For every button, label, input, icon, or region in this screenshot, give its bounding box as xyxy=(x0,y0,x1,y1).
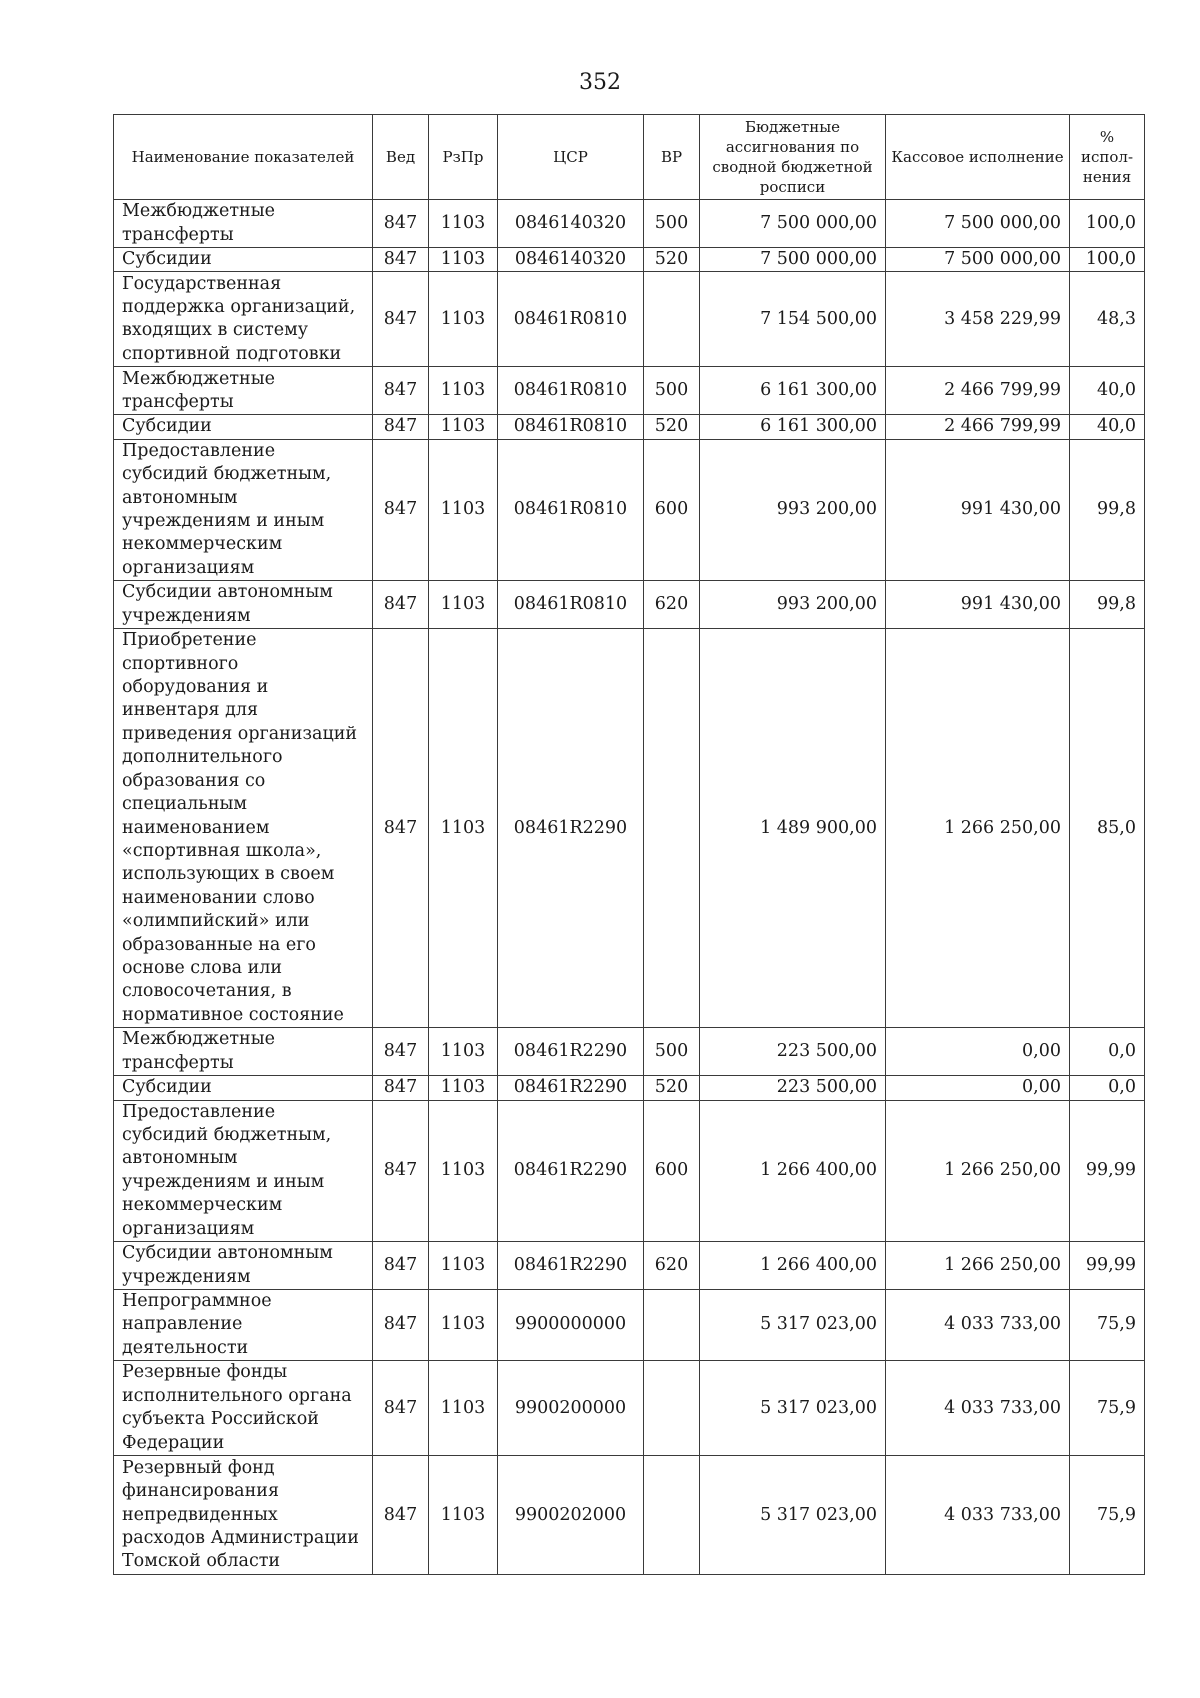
row-rzpr: 1103 xyxy=(429,1076,498,1100)
row-name: Субсидии xyxy=(114,415,373,439)
row-csr: 08461R0810 xyxy=(498,272,644,367)
row-assignments: 6 161 300,00 xyxy=(700,367,886,415)
row-cash-execution: 0,00 xyxy=(886,1028,1070,1076)
row-name: Субсидии xyxy=(114,248,373,272)
row-percent: 75,9 xyxy=(1070,1361,1145,1456)
row-assignments: 5 317 023,00 xyxy=(700,1290,886,1361)
row-vr xyxy=(644,629,700,1028)
row-cash-execution: 2 466 799,99 xyxy=(886,415,1070,439)
row-ved: 847 xyxy=(373,1028,429,1076)
row-ved: 847 xyxy=(373,415,429,439)
row-percent: 99,8 xyxy=(1070,581,1145,629)
row-name: Государственная поддержка организаций, входящих в систему спортивной подготовки xyxy=(114,272,373,367)
row-name: Резервный фонд финансирования непредвиденных расходов Администрации Томской области xyxy=(114,1456,373,1575)
row-percent: 99,99 xyxy=(1070,1242,1145,1290)
row-cash-execution: 4 033 733,00 xyxy=(886,1290,1070,1361)
row-rzpr: 1103 xyxy=(429,415,498,439)
row-vr: 500 xyxy=(644,200,700,248)
row-ved: 847 xyxy=(373,1242,429,1290)
row-ved: 847 xyxy=(373,439,429,580)
row-rzpr: 1103 xyxy=(429,439,498,580)
row-rzpr: 1103 xyxy=(429,1361,498,1456)
table-row xyxy=(114,1290,1145,1361)
table-header-row xyxy=(114,115,1145,200)
row-csr: 0846140320 xyxy=(498,248,644,272)
table-row xyxy=(114,1361,1145,1456)
row-csr: 08461R0810 xyxy=(498,367,644,415)
row-ved: 847 xyxy=(373,1290,429,1361)
header-assignments: Бюджетные ассигнования по сводной бюджетной росписи xyxy=(700,115,886,200)
row-ved: 847 xyxy=(373,272,429,367)
row-assignments: 7 154 500,00 xyxy=(700,272,886,367)
row-cash-execution: 2 466 799,99 xyxy=(886,367,1070,415)
row-name: Субсидии автономным учреждениям xyxy=(114,581,373,629)
table-row xyxy=(114,415,1145,439)
row-assignments: 993 200,00 xyxy=(700,581,886,629)
row-percent: 0,0 xyxy=(1070,1076,1145,1100)
row-cash-execution: 991 430,00 xyxy=(886,581,1070,629)
row-cash-execution: 1 266 250,00 xyxy=(886,629,1070,1028)
row-vr: 520 xyxy=(644,248,700,272)
row-ved: 847 xyxy=(373,367,429,415)
row-vr: 620 xyxy=(644,581,700,629)
row-csr: 08461R2290 xyxy=(498,1028,644,1076)
row-csr: 08461R0810 xyxy=(498,439,644,580)
row-vr: 520 xyxy=(644,1076,700,1100)
row-percent: 75,9 xyxy=(1070,1290,1145,1361)
row-rzpr: 1103 xyxy=(429,248,498,272)
row-vr: 500 xyxy=(644,367,700,415)
row-name: Межбюджетные трансферты xyxy=(114,1028,373,1076)
row-percent: 40,0 xyxy=(1070,415,1145,439)
row-rzpr: 1103 xyxy=(429,1456,498,1575)
table-row xyxy=(114,439,1145,580)
row-rzpr: 1103 xyxy=(429,629,498,1028)
row-csr: 08461R2290 xyxy=(498,1242,644,1290)
row-name: Непрограммное направление деятельности xyxy=(114,1290,373,1361)
row-percent: 99,8 xyxy=(1070,439,1145,580)
row-name: Субсидии автономным учреждениям xyxy=(114,1242,373,1290)
row-vr xyxy=(644,272,700,367)
row-assignments: 6 161 300,00 xyxy=(700,415,886,439)
row-percent: 48,3 xyxy=(1070,272,1145,367)
table-row xyxy=(114,367,1145,415)
row-vr xyxy=(644,1290,700,1361)
row-name: Резервные фонды исполнительного органа субъекта Российской Федерации xyxy=(114,1361,373,1456)
row-rzpr: 1103 xyxy=(429,200,498,248)
table-row xyxy=(114,248,1145,272)
row-cash-execution: 1 266 250,00 xyxy=(886,1242,1070,1290)
table-row xyxy=(114,629,1145,1028)
row-ved: 847 xyxy=(373,629,429,1028)
page-number: 352 xyxy=(579,70,621,95)
row-assignments: 5 317 023,00 xyxy=(700,1361,886,1456)
row-rzpr: 1103 xyxy=(429,1100,498,1241)
table-row xyxy=(114,1028,1145,1076)
row-assignments: 7 500 000,00 xyxy=(700,248,886,272)
row-csr: 0846140320 xyxy=(498,200,644,248)
header-cash-execution: Кассовое исполнение xyxy=(886,115,1070,200)
row-name: Межбюджетные трансферты xyxy=(114,367,373,415)
row-csr: 9900000000 xyxy=(498,1290,644,1361)
row-name: Предоставление субсидий бюджетным, автономным учреждениям и иным некоммерческим организациям xyxy=(114,1100,373,1241)
row-ved: 847 xyxy=(373,248,429,272)
row-cash-execution: 991 430,00 xyxy=(886,439,1070,580)
row-percent: 99,99 xyxy=(1070,1100,1145,1241)
header-name: Наименование показателей xyxy=(114,115,373,200)
row-rzpr: 1103 xyxy=(429,367,498,415)
row-cash-execution: 7 500 000,00 xyxy=(886,200,1070,248)
row-csr: 9900202000 xyxy=(498,1456,644,1575)
row-ved: 847 xyxy=(373,1456,429,1575)
row-ved: 847 xyxy=(373,581,429,629)
row-ved: 847 xyxy=(373,200,429,248)
row-percent: 100,0 xyxy=(1070,200,1145,248)
row-ved: 847 xyxy=(373,1076,429,1100)
header-ved: Вед xyxy=(373,115,429,200)
row-percent: 85,0 xyxy=(1070,629,1145,1028)
row-csr: 9900200000 xyxy=(498,1361,644,1456)
header-vr: ВР xyxy=(644,115,700,200)
row-vr xyxy=(644,1456,700,1575)
row-rzpr: 1103 xyxy=(429,1242,498,1290)
table-row xyxy=(114,581,1145,629)
row-assignments: 7 500 000,00 xyxy=(700,200,886,248)
row-cash-execution: 1 266 250,00 xyxy=(886,1100,1070,1241)
row-assignments: 993 200,00 xyxy=(700,439,886,580)
row-vr: 500 xyxy=(644,1028,700,1076)
row-assignments: 1 266 400,00 xyxy=(700,1242,886,1290)
row-percent: 0,0 xyxy=(1070,1028,1145,1076)
row-ved: 847 xyxy=(373,1361,429,1456)
row-assignments: 223 500,00 xyxy=(700,1076,886,1100)
row-percent: 40,0 xyxy=(1070,367,1145,415)
row-rzpr: 1103 xyxy=(429,272,498,367)
row-csr: 08461R2290 xyxy=(498,1076,644,1100)
row-percent: 100,0 xyxy=(1070,248,1145,272)
row-ved: 847 xyxy=(373,1100,429,1241)
row-assignments: 1 489 900,00 xyxy=(700,629,886,1028)
row-name: Приобретение спортивного оборудования и инвентаря для приведения организаций дополнительного образования со специальным наименованием «спортивная школа», использующих в своем наименовании слово «олимпийский» или образованные на его основе слова или словосочетания, в нормативное состояние xyxy=(114,629,373,1028)
row-rzpr: 1103 xyxy=(429,581,498,629)
row-vr: 620 xyxy=(644,1242,700,1290)
row-csr: 08461R2290 xyxy=(498,629,644,1028)
row-name: Субсидии xyxy=(114,1076,373,1100)
row-assignments: 5 317 023,00 xyxy=(700,1456,886,1575)
table-row xyxy=(114,272,1145,367)
row-vr xyxy=(644,1361,700,1456)
row-assignments: 223 500,00 xyxy=(700,1028,886,1076)
row-csr: 08461R2290 xyxy=(498,1100,644,1241)
row-cash-execution: 0,00 xyxy=(886,1076,1070,1100)
table-row xyxy=(114,200,1145,248)
header-csr: ЦСР xyxy=(498,115,644,200)
row-cash-execution: 4 033 733,00 xyxy=(886,1456,1070,1575)
row-vr: 600 xyxy=(644,439,700,580)
row-vr: 600 xyxy=(644,1100,700,1241)
header-percent-execution: % испол-нения xyxy=(1070,115,1145,200)
row-name: Межбюджетные трансферты xyxy=(114,200,373,248)
row-csr: 08461R0810 xyxy=(498,415,644,439)
table-row xyxy=(114,1076,1145,1100)
row-rzpr: 1103 xyxy=(429,1028,498,1076)
table-row xyxy=(114,1100,1145,1241)
row-percent: 75,9 xyxy=(1070,1456,1145,1575)
row-assignments: 1 266 400,00 xyxy=(700,1100,886,1241)
budget-execution-table xyxy=(113,114,1145,1575)
table-row xyxy=(114,1456,1145,1575)
row-name: Предоставление субсидий бюджетным, автономным учреждениям и иным некоммерческим организациям xyxy=(114,439,373,580)
row-cash-execution: 4 033 733,00 xyxy=(886,1361,1070,1456)
row-cash-execution: 3 458 229,99 xyxy=(886,272,1070,367)
row-rzpr: 1103 xyxy=(429,1290,498,1361)
row-vr: 520 xyxy=(644,415,700,439)
row-cash-execution: 7 500 000,00 xyxy=(886,248,1070,272)
row-csr: 08461R0810 xyxy=(498,581,644,629)
header-rzpr: РзПр xyxy=(429,115,498,200)
table-row xyxy=(114,1242,1145,1290)
